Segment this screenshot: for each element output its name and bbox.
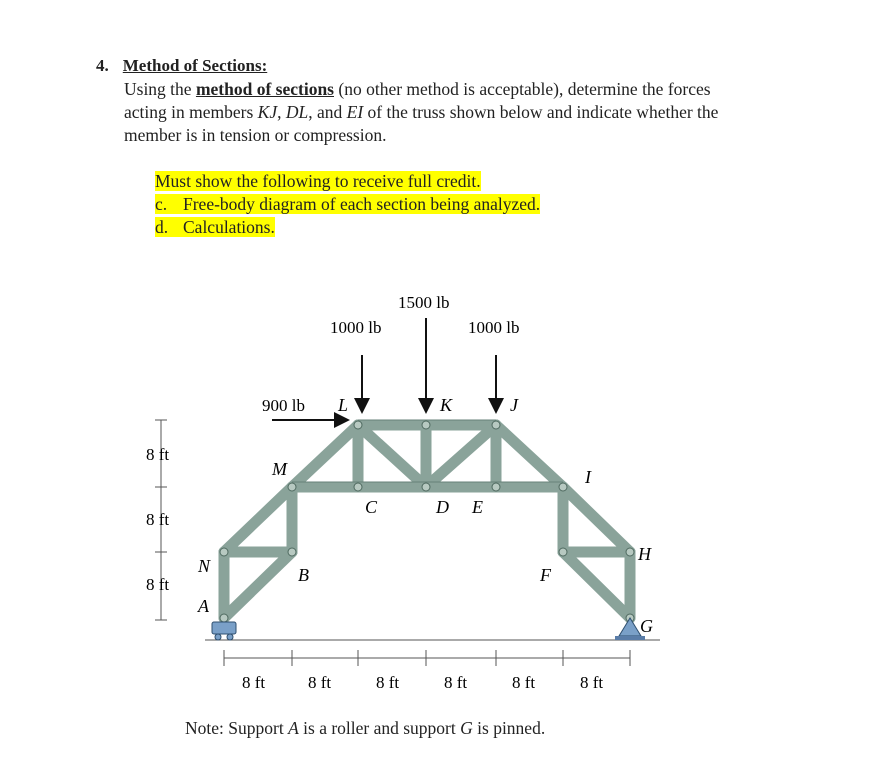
load-label-900: 900 lb (262, 396, 305, 415)
note-text: Note: Support (185, 718, 289, 738)
statement-text: Using the (124, 79, 196, 99)
joint-label-j: J (510, 395, 518, 415)
requirement-text: Free-body diagram of each section being analyzed. (183, 194, 541, 214)
truss-members (224, 425, 630, 618)
requirement-text: Calculations. (183, 217, 275, 237)
member-ih (563, 487, 630, 552)
member-dl: DL (285, 102, 309, 122)
member-ld (358, 425, 426, 487)
vertical-dim-3: 8 ft (146, 575, 170, 594)
problem-number: 4. (96, 56, 109, 75)
statement-text: (no other method is acceptable), determine the forces (334, 79, 711, 99)
load-label-1000-right: 1000 lb (468, 318, 520, 337)
horizontal-dim-6: 8 ft (580, 673, 604, 692)
vertical-dim-1: 8 ft (146, 445, 170, 464)
joint-label-k: K (440, 395, 453, 415)
joint-label-c: C (365, 497, 378, 517)
statement-text: acting in members (124, 102, 258, 122)
member-nm (224, 487, 292, 552)
support-a-roller (212, 622, 236, 640)
vertical-dim-2: 8 ft (146, 510, 170, 529)
statement-text: , and (308, 102, 347, 122)
joint-label-g: G (640, 616, 653, 636)
requirement-label: d. (155, 217, 169, 237)
note-support-g: G (460, 718, 473, 738)
horizontal-dim-4: 8 ft (444, 673, 468, 692)
load-label-1500: 1500 lb (398, 293, 450, 312)
joint-label-m: M (272, 459, 287, 479)
support-note (185, 718, 545, 739)
joint-label-h: H (638, 544, 651, 564)
member-jd (426, 425, 496, 487)
joint-label-e: E (472, 497, 483, 517)
statement-text: member is in tension or compression. (124, 125, 387, 145)
load-label-1000-left: 1000 lb (330, 318, 382, 337)
member-ab (224, 552, 292, 618)
member-ml (292, 425, 358, 487)
note-text: is a roller and support (298, 718, 461, 738)
horizontal-dim-3: 8 ft (376, 673, 400, 692)
joint-label-i: I (585, 467, 591, 487)
requirement-label: c. (155, 194, 168, 214)
member-kj: KJ (257, 102, 278, 122)
note-text: is pinned. (472, 718, 546, 738)
joint-label-n: N (198, 556, 211, 576)
joint-label-d: D (436, 497, 449, 517)
member-ei: EI (346, 102, 364, 122)
joint-label-l: L (338, 395, 349, 415)
joint-label-a: A (198, 596, 209, 616)
method-emphasis: method of sections (195, 79, 334, 99)
member-ji (496, 425, 563, 487)
horizontal-dim-2: 8 ft (308, 673, 332, 692)
problem-title: Method of Sections: (122, 56, 268, 75)
horizontal-dim-1: 8 ft (242, 673, 266, 692)
statement-text: of the truss shown below and indicate whether the (363, 102, 719, 122)
member-gf (563, 552, 630, 618)
joint-label-b: B (298, 565, 309, 585)
note-support-a: A (288, 718, 299, 738)
horizontal-dim-5: 8 ft (512, 673, 536, 692)
joint-label-f: F (540, 565, 551, 585)
requirements-intro: Must show the following to receive full credit. (155, 171, 481, 191)
horizontal-dimension (224, 650, 630, 666)
statement-text: , (277, 102, 286, 122)
